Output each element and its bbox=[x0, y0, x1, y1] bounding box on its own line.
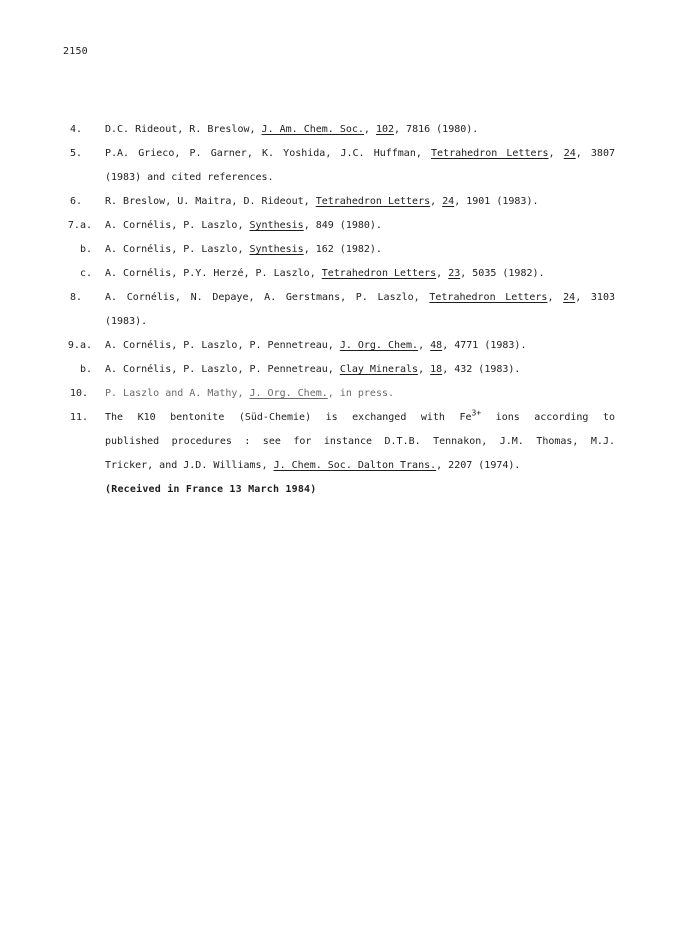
journal-title: J. Org. Chem. bbox=[339, 340, 419, 351]
reference-authors: A. Cornélis, P. Laszlo, P. Pennetreau, bbox=[105, 364, 340, 375]
reference-number: 7.a. bbox=[67, 220, 92, 231]
reference-authors: A. Cornélis, N. Depaye, A. Gerstmans, P. Laszlo, bbox=[105, 292, 430, 303]
separator: , bbox=[363, 124, 376, 135]
reference-pages: , in press. bbox=[327, 388, 395, 399]
reference-line-1 bbox=[105, 286, 615, 310]
reference-8 bbox=[0, 286, 683, 334]
reference-number: b. bbox=[79, 364, 92, 375]
volume: 23 bbox=[448, 268, 461, 279]
journal-title: Tetrahedron Letters bbox=[431, 148, 549, 159]
volume: 24 bbox=[442, 196, 455, 207]
reference-pages: , 7816 (1980). bbox=[394, 124, 479, 135]
reference-authors: R. Breslow, U. Maitra, D. Rideout, bbox=[105, 196, 316, 207]
separator: , bbox=[548, 148, 564, 159]
journal-title: Tetrahedron Letters bbox=[321, 268, 437, 279]
journal-title: Tetrahedron Letters bbox=[429, 292, 548, 303]
reference-pages: , 2207 (1974). bbox=[436, 460, 521, 471]
reference-11 bbox=[0, 406, 683, 478]
reference-authors: A. Cornélis, P. Laszlo, bbox=[105, 244, 250, 255]
page-number: 2150 bbox=[63, 46, 88, 57]
separator: , bbox=[418, 340, 431, 351]
volume: 48 bbox=[430, 340, 443, 351]
reference-pages: , 1901 (1983). bbox=[454, 196, 539, 207]
reference-authors: A. Cornélis, P. Laszlo, P. Pennetreau, bbox=[105, 340, 340, 351]
reference-text: The K10 bentonite (Süd-Chemie) is exchanged with Fe bbox=[105, 412, 472, 423]
reference-authors: A. Cornélis, P. Laszlo, bbox=[105, 220, 250, 231]
reference-line-3 bbox=[105, 454, 615, 478]
reference-number: 10. bbox=[70, 388, 89, 399]
separator: , bbox=[418, 364, 431, 375]
reference-text: ions according to bbox=[481, 412, 616, 423]
reference-authors: P. Laszlo and A. Mathy, bbox=[105, 388, 250, 399]
reference-line-2: (1983) and cited references. bbox=[105, 172, 274, 183]
reference-authors: A. Cornélis, P.Y. Herzé, P. Laszlo, bbox=[105, 268, 322, 279]
reference-authors: D.C. Rideout, R. Breslow, bbox=[105, 124, 262, 135]
reference-list bbox=[0, 118, 683, 502]
reference-number: 8. bbox=[70, 292, 83, 303]
reference-4 bbox=[0, 118, 683, 142]
reference-pages: , 4771 (1983). bbox=[442, 340, 527, 351]
reference-5 bbox=[0, 142, 683, 190]
journal-title: Clay Minerals bbox=[339, 364, 419, 375]
separator: , bbox=[430, 196, 443, 207]
reference-number: c. bbox=[79, 268, 92, 279]
journal-title: J. Org. Chem. bbox=[249, 388, 328, 399]
reference-pages: , 849 (1980). bbox=[303, 220, 382, 231]
reference-9b bbox=[0, 358, 683, 382]
reference-7a bbox=[0, 214, 683, 238]
reference-text: Tricker, and J.D. Williams, bbox=[105, 460, 274, 471]
reference-7b bbox=[0, 238, 683, 262]
volume: 24 bbox=[563, 292, 576, 303]
reference-number: 11. bbox=[70, 412, 89, 423]
journal-title: J. Chem. Soc. Dalton Trans. bbox=[273, 460, 437, 471]
reference-6 bbox=[0, 190, 683, 214]
journal-title: Synthesis bbox=[249, 220, 304, 231]
reference-9a bbox=[0, 334, 683, 358]
journal-title: Tetrahedron Letters bbox=[315, 196, 431, 207]
reference-7c bbox=[0, 262, 683, 286]
superscript-charge: 3+ bbox=[471, 408, 482, 418]
volume: 24 bbox=[563, 148, 576, 159]
reference-10 bbox=[0, 382, 683, 406]
volume: 18 bbox=[430, 364, 443, 375]
reference-number: 6. bbox=[70, 196, 83, 207]
reference-line-2: (1983). bbox=[105, 316, 148, 327]
separator: , bbox=[547, 292, 564, 303]
reference-line-2: published procedures : see for instance D.T.B. Tennakon, J.M. Thomas, M.J. bbox=[105, 436, 615, 447]
reference-number: 4. bbox=[70, 124, 83, 135]
reference-authors: P.A. Grieco, P. Garner, K. Yoshida, J.C. Huffman, bbox=[105, 148, 432, 159]
reference-number: b. bbox=[79, 244, 92, 255]
journal-title: Synthesis bbox=[249, 244, 304, 255]
reference-line-1 bbox=[105, 142, 615, 166]
reference-pages: , 3807 bbox=[575, 148, 615, 159]
reference-pages: , 432 (1983). bbox=[442, 364, 521, 375]
volume: 102 bbox=[375, 124, 395, 135]
journal-title: J. Am. Chem. Soc. bbox=[261, 124, 364, 135]
reference-number: 9.a. bbox=[67, 340, 92, 351]
reference-pages: , 162 (1982). bbox=[303, 244, 382, 255]
reference-pages: , 5035 (1982). bbox=[460, 268, 545, 279]
reference-pages: , 3103 bbox=[575, 292, 615, 303]
received-date: (Received in France 13 March 1984) bbox=[105, 484, 317, 495]
reference-number: 5. bbox=[70, 148, 83, 159]
reference-line-1 bbox=[105, 406, 615, 430]
separator: , bbox=[436, 268, 449, 279]
